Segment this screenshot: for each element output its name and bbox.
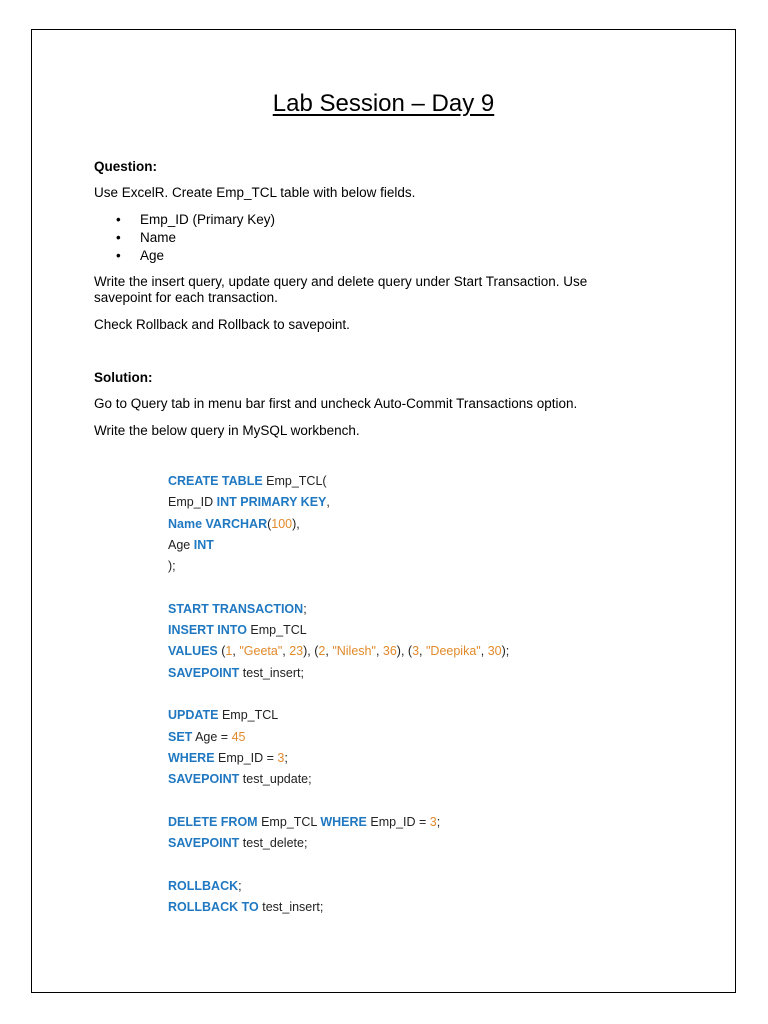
code-token: "Geeta"	[239, 644, 283, 659]
code-line	[168, 879, 242, 893]
rollback-instruction: Check Rollback and Rollback to savepoint.	[94, 317, 350, 332]
code-line	[168, 495, 330, 509]
code-token: Emp_ID =	[366, 814, 430, 829]
code-token: ROLLBACK	[168, 878, 239, 893]
code-line	[168, 517, 300, 531]
code-token: ,	[282, 644, 290, 659]
code-token: (	[217, 644, 226, 659]
code-token: 3	[412, 644, 420, 659]
code-token: "Nilesh"	[332, 644, 376, 659]
code-token: ,	[419, 644, 426, 659]
code-token: INT	[193, 537, 214, 552]
code-token: (	[267, 516, 272, 531]
code-token: ;	[303, 601, 307, 616]
code-token: 36	[382, 644, 397, 659]
code-token: "Deepika"	[425, 644, 481, 659]
instruction-line-2: savepoint for each transaction.	[94, 290, 278, 305]
code-token: Emp_ID =	[214, 750, 278, 765]
code-token: 45	[231, 729, 246, 744]
code-token: ,	[326, 495, 330, 510]
code-line	[168, 538, 214, 552]
code-token: 3	[277, 750, 285, 765]
field-list-item: • Name	[116, 229, 275, 247]
code-token: SAVEPOINT	[168, 836, 240, 851]
code-line	[168, 730, 246, 744]
field-list-item: • Age	[116, 247, 275, 265]
code-token: ,	[375, 644, 383, 659]
code-line	[168, 644, 509, 658]
code-token: 23	[289, 644, 304, 659]
code-token: ROLLBACK TO	[168, 900, 259, 914]
instruction-line-1: Write the insert query, update query and delete query under Start Transaction. Use	[94, 274, 588, 289]
document-page	[31, 29, 736, 993]
code-token: SAVEPOINT	[168, 772, 240, 787]
code-line	[168, 623, 307, 637]
code-line	[168, 602, 307, 616]
code-token: test_update;	[239, 772, 312, 787]
code-line	[168, 708, 278, 722]
code-token: INSERT INTO	[168, 623, 247, 638]
code-token: ;	[284, 750, 288, 765]
code-token: UPDATE	[168, 708, 219, 723]
code-token: WHERE	[320, 814, 367, 829]
code-token: Emp_ID	[168, 495, 217, 510]
solution-line-1: Go to Query tab in menu bar first and uncheck Auto-Commit Transactions option.	[94, 396, 578, 411]
code-token: Emp_TCL(	[262, 474, 327, 488]
page-title: Lab Session – Day 9	[272, 90, 495, 117]
code-line	[168, 815, 440, 829]
code-token: ), (	[303, 644, 319, 659]
code-token: 30	[487, 644, 502, 659]
code-token: Name VARCHAR	[168, 516, 268, 531]
code-token: DELETE FROM	[168, 814, 258, 829]
code-token: 100	[271, 516, 293, 531]
code-token: INT PRIMARY KEY	[216, 495, 327, 510]
code-token: );	[168, 559, 176, 574]
code-token: ;	[238, 878, 242, 893]
solution-label: Solution:	[94, 370, 153, 385]
field-list	[116, 211, 275, 265]
code-token: ,	[480, 644, 488, 659]
question-label: Question:	[94, 159, 157, 174]
code-token: ,	[325, 644, 333, 659]
code-token: VALUES	[168, 644, 218, 659]
code-token: START TRANSACTION	[168, 601, 304, 616]
code-line	[168, 900, 323, 914]
code-token: test_insert;	[258, 900, 324, 914]
code-token: Age	[168, 537, 194, 552]
code-line	[168, 559, 176, 573]
solution-line-2: Write the below query in MySQL workbench.	[94, 423, 360, 438]
field-list-item: • Emp_ID (Primary Key)	[116, 211, 275, 229]
code-token: );	[501, 644, 510, 659]
code-token: SET	[168, 729, 193, 744]
code-token: WHERE	[168, 750, 215, 765]
code-line	[168, 474, 327, 488]
code-token: ),	[292, 516, 300, 531]
code-token: ), (	[396, 644, 413, 659]
code-token: 3	[429, 814, 437, 829]
code-token: test_delete;	[239, 836, 308, 851]
code-token: test_insert;	[239, 665, 304, 680]
code-line	[168, 836, 307, 850]
code-token: Emp_TCL	[246, 623, 307, 638]
code-token: Age =	[192, 729, 232, 744]
question-intro: Use ExcelR. Create Emp_TCL table with below fields.	[94, 185, 416, 200]
code-token: ,	[232, 644, 240, 659]
code-line	[168, 751, 288, 765]
code-line	[168, 772, 312, 786]
code-token: 2	[318, 644, 326, 659]
code-token: SAVEPOINT	[168, 665, 240, 680]
code-token: Emp_TCL	[218, 708, 279, 723]
code-token: CREATE TABLE	[168, 474, 263, 488]
code-token: 1	[225, 644, 233, 659]
code-token: ;	[436, 814, 441, 829]
code-token: Emp_TCL	[257, 814, 321, 829]
code-line	[168, 666, 304, 680]
